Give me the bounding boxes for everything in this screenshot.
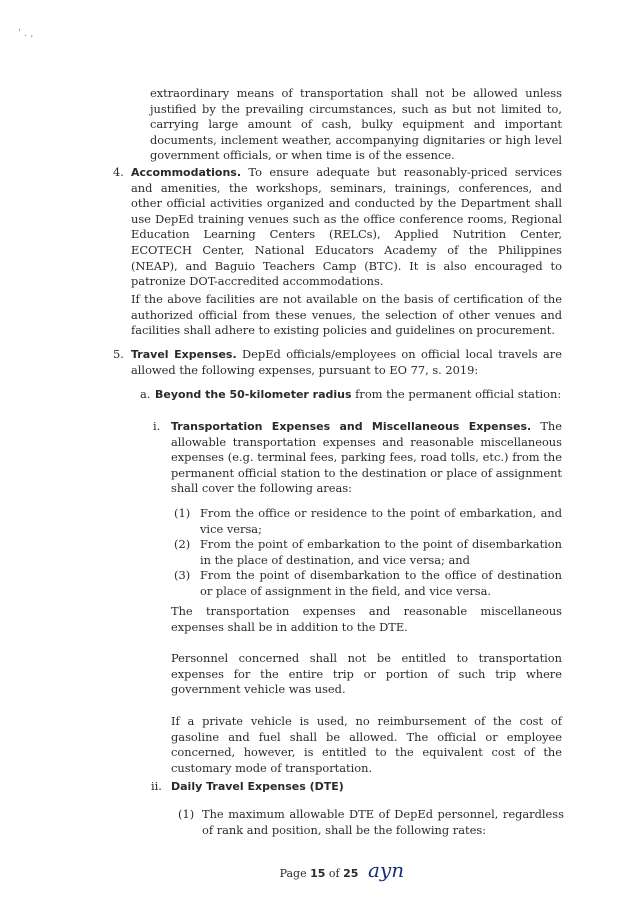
item-i-heading: Transportation Expenses and Miscellaneous Expenses.	[171, 420, 532, 433]
footer-current-page: 15	[310, 867, 326, 880]
item-a-text: from the permanent official station:	[351, 387, 562, 401]
item-4-paragraph-2: If the above facilities are not available on the basis of certification of the authorized official from these venues, the selection of other venues and facilities shall adhere to existing policies and guidelines on procurement.	[131, 292, 562, 338]
subitem-2-text: From the point of embarkation to the point of disembarkation in the place of destination, and vice versa; and	[200, 537, 562, 567]
item-ii-sub1-number: (1)	[178, 807, 195, 821]
subitem-3-number: (3)	[174, 568, 191, 582]
item-ii-number: ii.	[151, 779, 162, 793]
subitem-2-number: (2)	[174, 537, 191, 551]
item-i-text: The allowable transportation expenses and reasonable miscellaneous expenses (e.g. terminal fees, parking fees, road tolls, etc.) from the permanent official station to the destination or place of assignment shall cover the following areas:	[171, 419, 562, 496]
item-5-text: DepEd officials/employees on official local travels are allowed the following expenses, pursuant to EO 77, s. 2019:	[131, 347, 562, 377]
item-4-number: 4.	[113, 165, 124, 179]
subitem-1-text: From the office or residence to the point of embarkation, and vice versa;	[200, 506, 562, 536]
intro-paragraph: extraordinary means of transportation shall not be allowed unless justified by the prevailing circumstances, such as but not limited to, carrying large amount of cash, bulky equipment and important documents, inclement weather, accompanying dignitaries or high level government officials, or when time is of the essence.	[150, 86, 562, 163]
item-i-number: i.	[153, 419, 161, 433]
item-5-heading: Travel Expenses.	[131, 348, 237, 361]
item-4-paragraph	[131, 165, 562, 290]
scan-corner-marks: ' . ,	[18, 28, 34, 39]
item-a-heading: Beyond the 50-kilometer radius	[155, 388, 352, 401]
item-i-paragraph	[171, 419, 562, 497]
footer-total-pages: 25	[343, 867, 359, 880]
footer-prefix: Page	[279, 867, 311, 880]
item-a-number: a.	[140, 387, 151, 401]
item-i-paragraph-b: Personnel concerned shall not be entitled to transportation expenses for the entire trip or portion of such trip where government vehicle was used.	[171, 651, 562, 697]
item-i-paragraph-a: The transportation expenses and reasonable miscellaneous expenses shall be in addition to the DTE.	[171, 604, 562, 634]
item-ii-heading-line	[171, 779, 562, 795]
item-4-text: To ensure adequate but reasonably-priced services and amenities, the workshops, seminars, trainings, conferences, and other official activities organized and conducted by the Department shall use DepEd training venues such as the office conference rooms, Regional Education Learning Centers (RELCs), Applied Nutrition Center, ECOTECH Center, National Educators Academy of the Philippines (NEAP), and Baguio Teachers Camp (BTC). It is also encouraged to patronize DOT-accredited accommodations.	[131, 165, 562, 289]
item-a-paragraph	[155, 387, 575, 403]
item-4-heading: Accommodations.	[131, 166, 242, 179]
item-5-number: 5.	[113, 347, 124, 361]
subitem-1-number: (1)	[174, 506, 191, 520]
item-ii-heading: Daily Travel Expenses (DTE)	[171, 780, 344, 793]
item-i-paragraph-c: If a private vehicle is used, no reimbursement of the cost of gasoline and fuel shall be allowed. The official or employee concerned, however, is entitled to the equivalent cost of the customary mode of transportation.	[171, 714, 562, 775]
item-5-paragraph	[131, 347, 562, 378]
subitem-3-text: From the point of disembarkation to the office of destination or place of assignment in the field, and vice versa.	[200, 568, 562, 598]
footer-middle: of	[325, 867, 344, 880]
handwritten-initials: ayn	[368, 858, 405, 882]
item-ii-sub1-text: The maximum allowable DTE of DepEd personnel, regardless of rank and position, shall be the following rates:	[202, 807, 564, 837]
page-footer	[0, 866, 638, 881]
